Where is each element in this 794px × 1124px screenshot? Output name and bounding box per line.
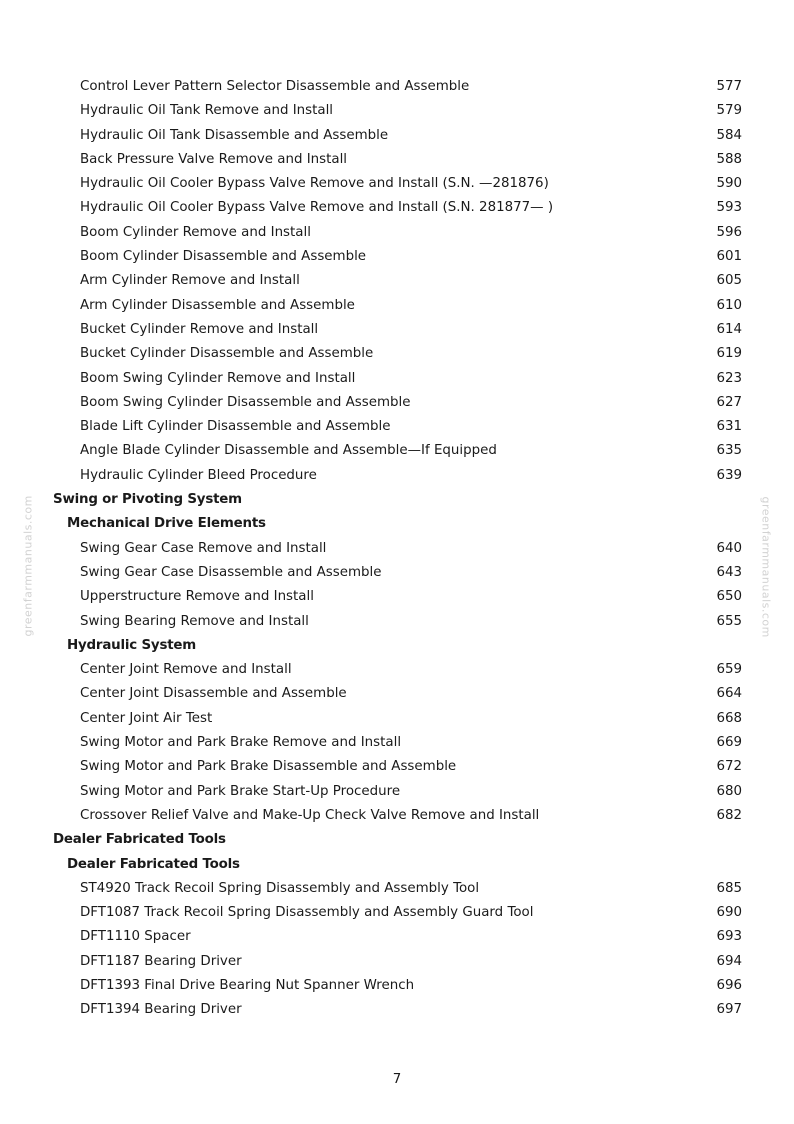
toc-entry-page-number: 659 xyxy=(716,662,742,678)
toc-entry-page-number: 635 xyxy=(716,443,742,459)
toc-entry-page-number: 639 xyxy=(716,467,742,483)
toc-entry[interactable] xyxy=(0,245,794,269)
toc-entry-page-number: 579 xyxy=(716,103,742,119)
toc-entry-page-number: 590 xyxy=(716,176,742,192)
toc-entry[interactable] xyxy=(0,221,794,245)
toc-entry-title: Hydraulic Oil Tank Remove and Install xyxy=(80,103,334,119)
toc-entry-page-number: 697 xyxy=(716,1002,742,1018)
toc-entry[interactable] xyxy=(0,148,794,172)
toc-entry-page-number: 668 xyxy=(716,710,742,726)
toc-entry[interactable] xyxy=(0,439,794,463)
toc-entry-page-number: 605 xyxy=(716,273,742,289)
toc-entry[interactable] xyxy=(0,464,794,488)
toc-entry-page-number: 693 xyxy=(716,929,742,945)
toc-entry-title: Swing Motor and Park Brake Start-Up Procedure xyxy=(80,783,401,799)
toc-entry[interactable] xyxy=(0,780,794,804)
toc-entry[interactable] xyxy=(0,804,794,828)
toc-entry-title: Angle Blade Cylinder Disassemble and Assemble—If Equipped xyxy=(80,443,497,459)
toc-entry-title: Control Lever Pattern Selector Disassemble and Assemble xyxy=(80,79,470,94)
toc-entry[interactable] xyxy=(0,658,794,682)
watermark-right: greenfarmmanuals.com xyxy=(759,496,773,638)
toc-entry-title: Swing or Pivoting System xyxy=(53,492,242,508)
toc-entry[interactable] xyxy=(0,877,794,901)
toc-entry[interactable] xyxy=(0,415,794,439)
toc-entry[interactable] xyxy=(0,925,794,949)
toc-entry-title: DFT1394 Bearing Driver xyxy=(80,1002,242,1018)
toc-entry-title: Arm Cylinder Disassemble and Assemble xyxy=(80,297,355,313)
toc-subsection-heading xyxy=(0,634,794,658)
toc-entry-page-number: 601 xyxy=(716,249,742,265)
toc-section-heading xyxy=(0,488,794,512)
toc-entry[interactable] xyxy=(0,537,794,561)
toc-entry[interactable] xyxy=(0,998,794,1022)
toc-entry-page-number: 577 xyxy=(716,79,742,94)
page-number: 7 xyxy=(392,1072,402,1087)
toc-entry-page-number: 643 xyxy=(716,564,742,580)
toc-entry[interactable] xyxy=(0,196,794,220)
toc-entry-title: Hydraulic Oil Cooler Bypass Valve Remove and Install (S.N. —281876) xyxy=(80,176,549,192)
toc-entry[interactable] xyxy=(0,99,794,123)
toc-entry-title: DFT1110 Spacer xyxy=(80,929,191,945)
toc-entry-title: Hydraulic Oil Tank Disassemble and Assemble xyxy=(80,127,389,143)
table-of-contents xyxy=(0,75,794,1023)
toc-entry[interactable] xyxy=(0,901,794,925)
toc-entry-page-number: 680 xyxy=(716,783,742,799)
watermark-left: greenfarmmanuals.com xyxy=(21,495,35,637)
toc-entry-page-number: 640 xyxy=(716,540,742,556)
toc-entry-title: Swing Motor and Park Brake Disassemble and Assemble xyxy=(80,759,457,775)
toc-entry-title: DFT1393 Final Drive Bearing Nut Spanner Wrench xyxy=(80,977,415,993)
toc-entry[interactable] xyxy=(0,342,794,366)
toc-entry[interactable] xyxy=(0,75,794,99)
toc-entry[interactable] xyxy=(0,294,794,318)
toc-entry-page-number: 627 xyxy=(716,394,742,410)
toc-entry[interactable] xyxy=(0,950,794,974)
toc-entry-title: Hydraulic System xyxy=(67,637,197,653)
toc-entry[interactable] xyxy=(0,682,794,706)
toc-entry[interactable] xyxy=(0,707,794,731)
toc-entry-title: DFT1087 Track Recoil Spring Disassembly and Assembly Guard Tool xyxy=(80,905,534,921)
toc-subsection-heading xyxy=(0,853,794,877)
toc-entry-title: Dealer Fabricated Tools xyxy=(53,832,226,848)
toc-entry-page-number: 669 xyxy=(716,735,742,751)
toc-entry[interactable] xyxy=(0,318,794,342)
toc-entry-page-number: 694 xyxy=(716,953,742,969)
toc-entry-title: Arm Cylinder Remove and Install xyxy=(80,273,300,289)
toc-entry-page-number: 690 xyxy=(716,905,742,921)
toc-entry[interactable] xyxy=(0,124,794,148)
toc-entry-title: Bucket Cylinder Remove and Install xyxy=(80,321,319,337)
toc-entry-page-number: 650 xyxy=(716,589,742,605)
toc-entry-title: ST4920 Track Recoil Spring Disassembly and Assembly Tool xyxy=(80,880,480,896)
toc-entry-title: Boom Swing Cylinder Disassemble and Assemble xyxy=(80,394,411,410)
toc-entry-title: Crossover Relief Valve and Make-Up Check Valve Remove and Install xyxy=(80,807,540,823)
toc-entry-title: Center Joint Air Test xyxy=(80,710,213,726)
toc-entry-title: Boom Cylinder Disassemble and Assemble xyxy=(80,249,367,265)
toc-entry[interactable] xyxy=(0,755,794,779)
toc-entry-title: Swing Motor and Park Brake Remove and Install xyxy=(80,735,402,751)
toc-entry[interactable] xyxy=(0,561,794,585)
toc-section-heading xyxy=(0,828,794,852)
toc-entry-page-number: 623 xyxy=(716,370,742,386)
toc-entry-page-number: 610 xyxy=(716,297,742,313)
toc-entry-page-number: 672 xyxy=(716,759,742,775)
toc-entry-page-number: 655 xyxy=(716,613,742,629)
toc-entry-title: Hydraulic Oil Cooler Bypass Valve Remove and Install (S.N. 281877— ) xyxy=(80,200,554,216)
toc-entry-title: Swing Gear Case Disassemble and Assemble xyxy=(80,564,382,580)
toc-entry[interactable] xyxy=(0,974,794,998)
toc-entry-title: Center Joint Disassemble and Assemble xyxy=(80,686,347,702)
toc-entry-page-number: 584 xyxy=(716,127,742,143)
toc-entry-page-number: 664 xyxy=(716,686,742,702)
toc-entry-title: Boom Cylinder Remove and Install xyxy=(80,224,311,240)
toc-entry-page-number: 593 xyxy=(716,200,742,216)
toc-entry-title: Blade Lift Cylinder Disassemble and Assemble xyxy=(80,419,391,435)
toc-entry-title: Hydraulic Cylinder Bleed Procedure xyxy=(80,467,317,483)
toc-entry-title: DFT1187 Bearing Driver xyxy=(80,953,242,969)
toc-entry-title: Swing Bearing Remove and Install xyxy=(80,613,309,629)
toc-subsection-heading xyxy=(0,512,794,536)
toc-entry-page-number: 596 xyxy=(716,224,742,240)
toc-entry-title: Swing Gear Case Remove and Install xyxy=(80,540,327,556)
toc-entry-title: Boom Swing Cylinder Remove and Install xyxy=(80,370,356,386)
toc-entry-title: Back Pressure Valve Remove and Install xyxy=(80,151,348,167)
toc-entry-page-number: 682 xyxy=(716,807,742,823)
toc-entry-title: Bucket Cylinder Disassemble and Assemble xyxy=(80,346,374,362)
toc-entry[interactable] xyxy=(0,610,794,634)
toc-entry[interactable] xyxy=(0,731,794,755)
toc-entry[interactable] xyxy=(0,391,794,415)
toc-entry-title: Upperstructure Remove and Install xyxy=(80,589,314,605)
toc-entry-title: Dealer Fabricated Tools xyxy=(67,856,240,872)
toc-entry-page-number: 614 xyxy=(716,321,742,337)
toc-entry-title: Center Joint Remove and Install xyxy=(80,662,292,678)
toc-entry-page-number: 685 xyxy=(716,880,742,896)
toc-entry[interactable] xyxy=(0,585,794,609)
toc-entry[interactable] xyxy=(0,367,794,391)
toc-entry-page-number: 696 xyxy=(716,977,742,993)
toc-entry-title: Mechanical Drive Elements xyxy=(67,516,266,532)
toc-entry-page-number: 631 xyxy=(716,419,742,435)
toc-entry-page-number: 619 xyxy=(716,346,742,362)
toc-entry[interactable] xyxy=(0,269,794,293)
toc-entry-page-number: 588 xyxy=(716,151,742,167)
toc-entry[interactable] xyxy=(0,172,794,196)
